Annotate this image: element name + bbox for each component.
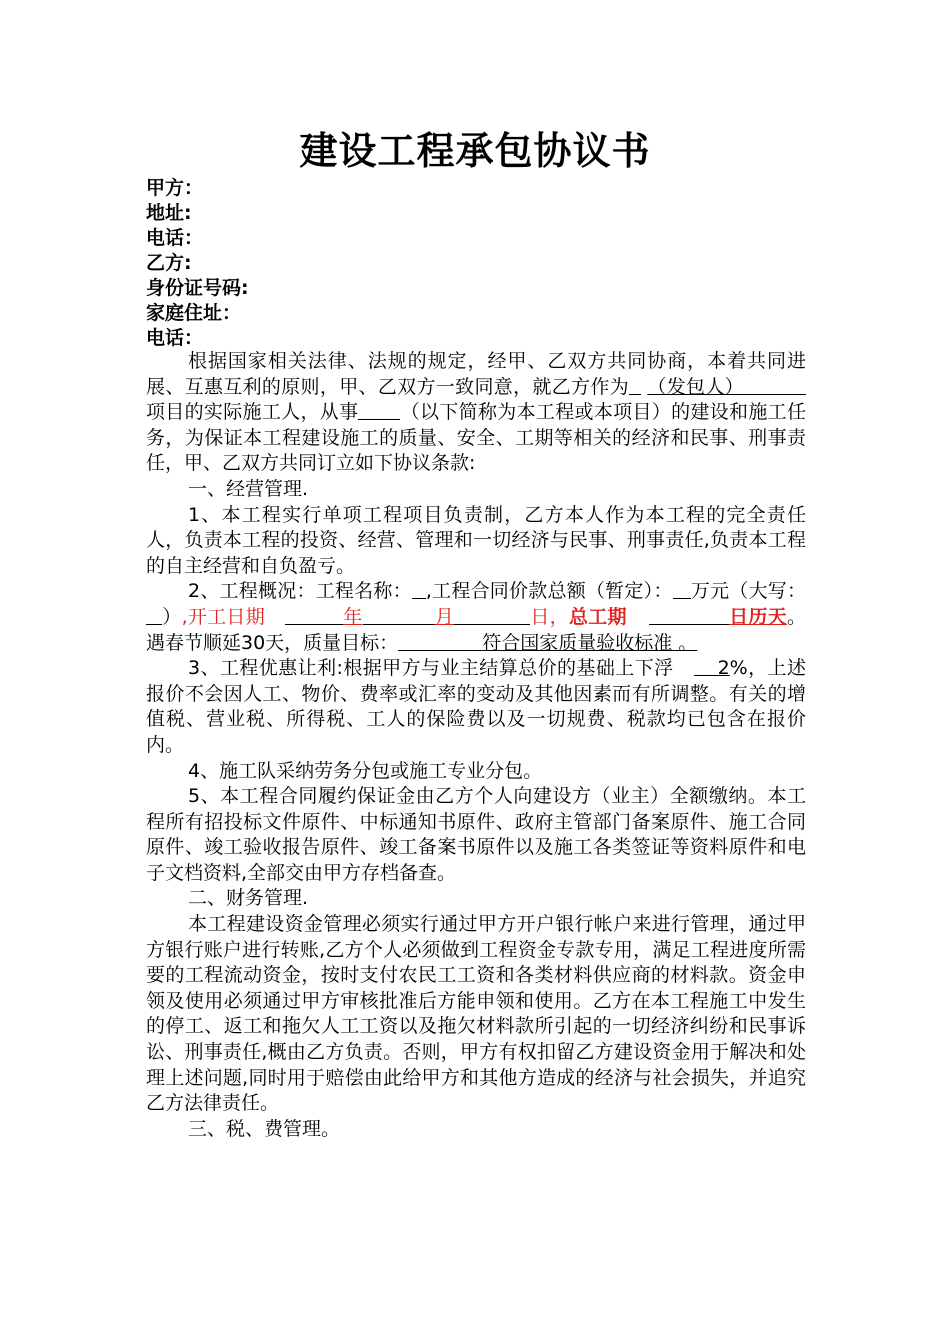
blank-line [673,580,691,599]
clause-1: 1、本工程实行单项工程项目负责制，乙方本人作为本工程的完全责任人，负责本工程的投资、经营、管理和一切经济与民事、刑事责任,负责本工程的自主经营和自负盈亏。 [146,503,806,577]
clause-3-text-a: 3、工程优惠让利:根据甲方与业主结算总价的基础上下浮 [188,657,674,680]
document-body [146,349,806,1142]
clause-4: 4、施工队采纳劳务分包或施工专业分包。 [188,759,543,782]
party-b-id-label: 身份证号码: [146,277,249,299]
preamble-text-c: 项目的实际施工人，从事 [146,401,359,424]
section-1-heading: 一、经营管理. [188,477,309,500]
clause-2-text-b: ,工程合同价款总额（暂定）： [425,580,673,603]
clause-2 [146,579,806,656]
clause-2-text-k: 。遇春节顺延30天，质量目标： [146,605,806,654]
clause-2-text-c: 万元（大写： [690,580,806,603]
clause-3-discount-value: 2 [717,657,730,680]
preamble-paragraph [146,349,806,477]
preamble-employer-text: （发包人） [647,375,744,398]
clause-2-duration-label: 总工期 [568,605,627,628]
clause-2-text-d: ） [162,605,182,628]
blank-line [146,606,162,625]
clause-5: 5、本工程合同履约保证金由乙方个人向建设方（业主）全额缴纳。本工程所有招投标文件原件、中标通知书原件、政府主管部门备案原件、施工合同原件、竣工验收报告原件、竣工备案书原件以及施工各类签证等资料原件和电子文档资料,全部交由甲方存档备查。 [146,785,806,884]
clause-3-text-c: %，上述报价不会因人工、物价、费率或汇率的变动及其他因素而有所调整。有关的增值税、营业税、所得税、工人的保险费以及一切规费、税款均已包含在报价内。 [146,657,806,756]
party-a-label: 甲方： [146,177,204,199]
blank-line [285,606,343,625]
party-a-address-label: 地址: [146,202,192,224]
party-a-phone-label: 电话： [146,227,204,249]
preamble-text-d: （以下简称为本工程或本项目）的建设和施工任务，为保证本工程建设施工的质量、安全、工期等相关的经济和民事、刑事责任，甲、乙双方共同订立如下协议条款: [146,401,806,475]
document-title: 建设工程承包协议书 [299,129,651,173]
section-2-heading: 二、财务管理. [188,887,309,910]
blank-line [412,580,426,599]
blank-line [398,632,482,651]
clause-2-month-label: 月 [434,605,455,628]
blank-line [649,606,729,625]
clause-3 [146,656,806,758]
clause-2-text-a: 2、工程概况：工程名称： [188,580,412,603]
clause-2-calendar-days-label: 日历天 [728,605,787,628]
clause-2-start-date-label: ,开工日期 [181,605,265,628]
party-fields [146,176,806,351]
section-3-heading: 三、税、费管理。 [188,1117,341,1140]
blank-line [744,376,806,395]
blank-line [629,376,641,395]
party-b-address-label: 家庭住址： [146,302,242,324]
blank-line [454,606,530,625]
preamble-text-a: 根据国家相关法律、法规的规定，经甲、乙双方共同协商，本着共同进展、互惠互利的原则，甲、乙双方一致同意，就乙方作为 [146,350,806,398]
blank-line [363,606,435,625]
clause-2-quality-target: 符合国家质量验收标准 。 [482,631,698,654]
party-b-label: 乙方: [146,252,192,274]
clause-2-day-label: 日， [530,605,569,628]
section-2-paragraph: 本工程建设资金管理必须实行通过甲方开户银行帐户来进行管理，通过甲方银行账户进行转账,乙方个人必须做到工程资金专款专用，满足工程进度所需要的工程流动资金，按时支付农民工工资和各类材料供应商的材料款。资金申领及使用必须通过甲方审核批准后方能申领和使用。乙方在本工程施工中发生的停工、返工和拖欠人工工资以及拖欠材料款所引起的一切经济纠纷和民事诉讼、刑事责任,概由乙方负责。否则，甲方有权扣留乙方建设资金用于解决和处理上述问题,同时用于赔偿由此给甲方和其他方造成的经济与社会损失，并追究乙方法律责任。 [146,913,806,1115]
party-b-phone-label: 电话： [146,327,204,349]
blank-line [694,657,718,676]
clause-2-year-label: 年 [343,605,363,628]
blank-line [358,401,400,420]
